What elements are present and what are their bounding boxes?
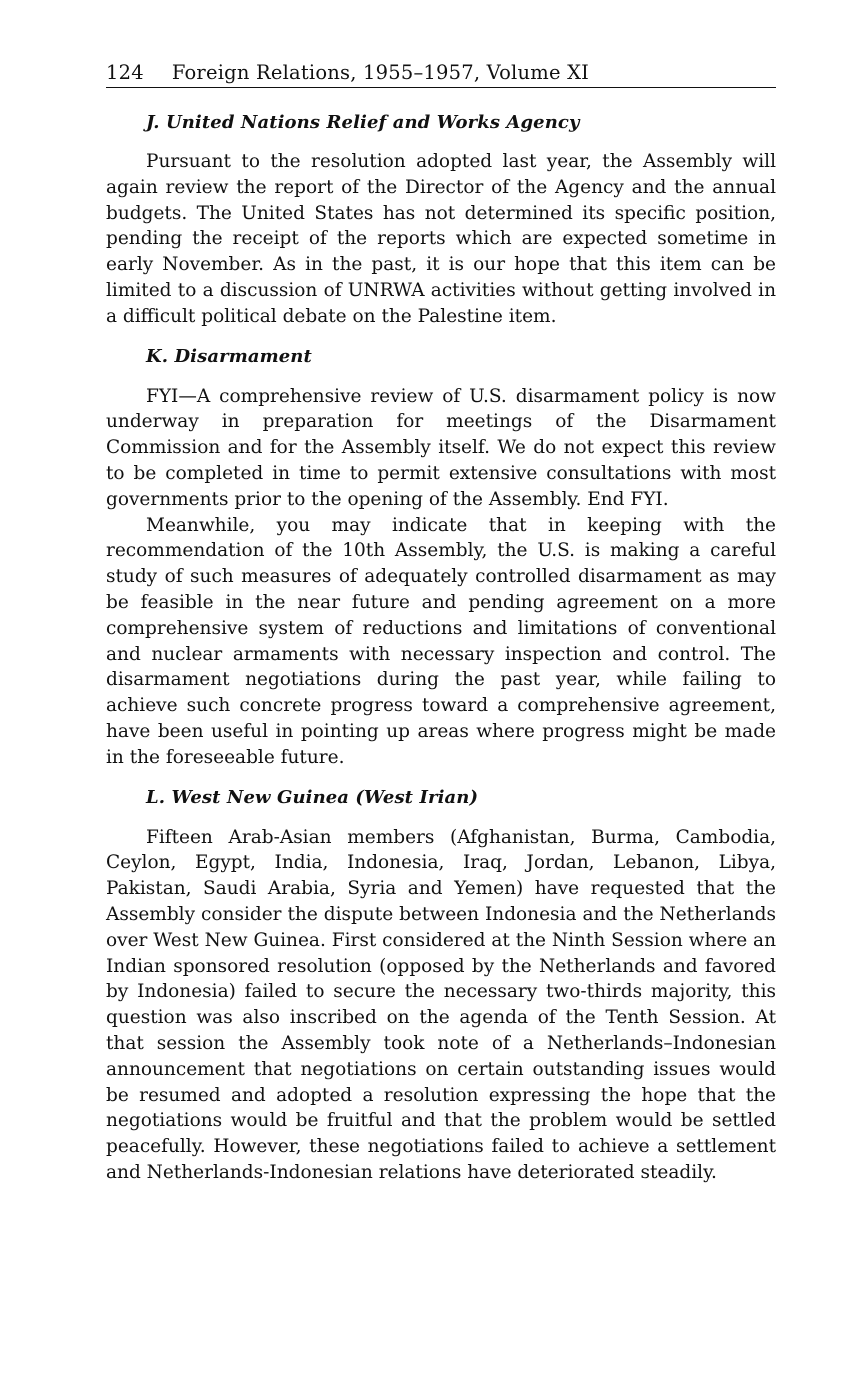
page-number: 124 — [106, 61, 144, 84]
paragraph-west-new-guinea: Fifteen Arab-Asian members (Afghanistan, Burma, Cambodia, Ceylon, Egypt, India, Indonesia, Iraq, Jordan, Lebanon, Libya, Pakistan, Saudi Arabia, Syria and Yemen) have requested that the Assembly consider the dispute between Indonesia and the Netherlands over West New Guinea. First considered at the Ninth Session where an Indian sponsored resolution (opposed by the Netherlands and favored by Indonesia) failed to secure the necessary two-thirds majority, this question was also inscribed on the agenda of the Tenth Session. At that session the Assembly took note of a Netherlands–Indonesian announcement that negotiations on certain outstanding issues would be resumed and adopted a resolution expressing the hope that the negotiations would be fruitful and that the problem would be settled peacefully. However, these negotiations failed to achieve a settlement and Netherlands-Indonesian relations have deteriorated steadily. — [106, 826, 776, 1183]
section-heading-unrwa: J. United Nations Relief and Works Agency — [146, 112, 580, 133]
paragraph-unrwa: Pursuant to the resolution adopted last year, the Assembly will again review the report of the Director of the Agency and the annual budgets. The United States has not determined its specific position, pending the receipt of the reports which are expected sometime in early November. As in the past, it is our hope that this item can be limited to a discussion of UNRWA activities without getting involved in a difficult political debate on the Palestine item. — [106, 151, 776, 327]
paragraph-disarmament-fyi: FYI—A comprehensive review of U.S. disarmament policy is now underway in preparation for meetings of the Disarmament Commission and for the Assembly itself. We do not expect this review to be completed in time to permit extensive consultations with most governments prior to the opening of the Assembly. End FYI. — [106, 385, 776, 510]
section-heading-west-new-guinea: L. West New Guinea (West Irian) — [146, 786, 479, 808]
document-page — [106, 60, 776, 1186]
paragraph-disarmament-meanwhile: Meanwhile, you may indicate that in keeping with the recommendation of the 10th Assembly, the U.S. is making a careful study of such measures of adequately controlled disarmament as may be feasible in the near future and pending agreement on a more comprehensive system of reductions and limitations of conventional and nuclear armaments with necessary inspection and control. The disarmament negotiations during the past year, while failing to achieve such concrete progress toward a comprehensive agreement, have been useful in pointing up areas where progress might be made in the foreseeable future. — [106, 514, 776, 768]
section-heading-disarmament: K. Disarmament — [146, 345, 312, 367]
running-header — [106, 60, 776, 88]
running-title: Foreign Relations, 1955–1957, Volume XI — [171, 61, 590, 84]
